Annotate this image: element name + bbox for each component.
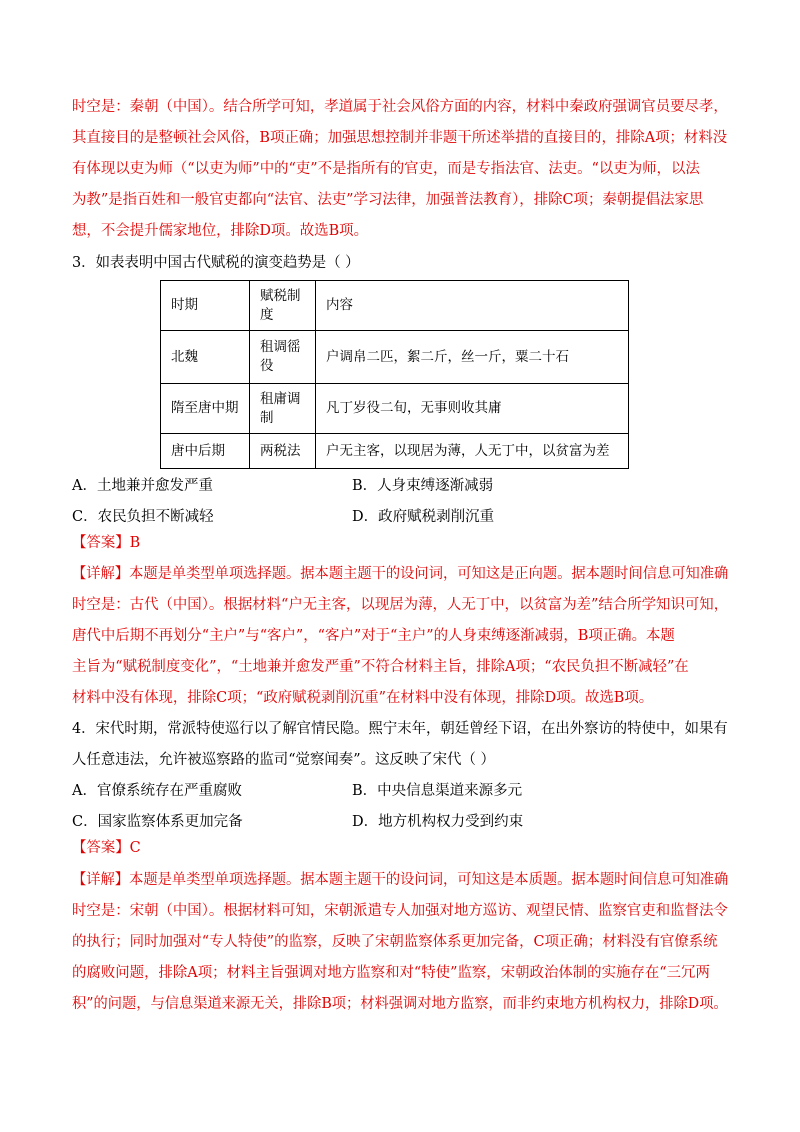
text-line: 为教”是指百姓和一般官吏都向“法官、法吏”学习法律，加强普法教育），排除C项；秦朝提倡法家思 (72, 192, 704, 208)
question-text: 3．如表表明中国古代赋税的演变趋势是（ ） (72, 255, 360, 271)
option-b: B．人身束缚逐渐减弱 (352, 478, 494, 494)
table-cell: 户无主客，以现居为薄，人无丁中，以贫富为差 (316, 434, 629, 469)
text-line: 的执行；同时加强对“专人特使”的监察，反映了宋朝监察体系更加完备，C项正确；材料没有官僚系统 (72, 934, 718, 950)
text-line: 【详解】本题是单类型单项选择题。据本题主题干的设问词，可知这是正向题。据本题时间信息可知准确 (72, 566, 729, 582)
text-line: 唐代中后期不再划分“主户”与“客户”，“客户”对于“主户”的人身束缚逐渐减弱，B项正确。本题 (72, 628, 675, 644)
text-line: 的腐败问题，排除A项；材料主旨强调对地方监察和对“特使”监察，宋朝政治体制的实施存在“三冗两 (72, 965, 710, 981)
q4-answer (72, 833, 732, 864)
table-row (161, 331, 629, 384)
table-row (161, 434, 629, 469)
table-cell: 户调帛二匹，絮二斤，丝一斤，粟二十石 (316, 331, 629, 384)
q3-table (160, 280, 629, 469)
table-cell: 凡丁岁役二旬，无事则收其庸 (316, 384, 629, 434)
q4-explanation (72, 865, 732, 1020)
option-c: C．农民负担不断减轻 (72, 509, 214, 525)
table-cell: 两税法 (250, 434, 316, 469)
text-line: 时空是：秦朝（中国）。结合所学可知，孝道属于社会风俗方面的内容，材料中秦政府强调官员要尽孝， (72, 99, 728, 115)
answer-label: 【答案】C (72, 840, 141, 856)
text-line: 时空是：古代（中国）。根据材料“户无主客，以现居为薄，人无丁中，以贫富为差”结合所学知识可知， (72, 597, 729, 613)
answer-label: 【答案】B (72, 535, 141, 551)
table-header-row (161, 281, 629, 331)
text-line: 想，不会提升儒家地位，排除D项。故选B项。 (72, 223, 368, 239)
table-cell: 租调徭役 (250, 331, 316, 384)
q3-stem (72, 248, 732, 279)
text-line: 有体现以吏为师（“以吏为师”中的“吏”不是指所有的官吏，而是专指法官、法吏。“以吏为师，以法 (72, 161, 700, 177)
option-a: A．官僚系统存在严重腐败 (72, 783, 242, 799)
option-a: A．土地兼并愈发严重 (72, 478, 213, 494)
table-header-cell: 赋税制度 (250, 281, 316, 331)
q3-explanation (72, 559, 732, 714)
question-text: 4．宋代时期，常派特使巡行以了解官情民隐。熙宁末年，朝廷曾经下诏，在出外察访的特使中，如果有 (72, 721, 728, 737)
text-line: 其直接目的是整顿社会风俗，B项正确；加强思想控制并非题干所述举措的直接目的，排除A项；材料没 (72, 130, 728, 146)
table-cell: 北魏 (161, 331, 250, 384)
text-line: 主旨为“赋税制度变化”，“土地兼并愈发严重”不符合材料主旨，排除A项；“农民负担不断减轻”在 (72, 659, 689, 675)
table-cell: 隋至唐中期 (161, 384, 250, 434)
q3-answer (72, 528, 732, 559)
text-line: 积”的问题，与信息渠道来源无关，排除B项；材料强调对地方监察，而非约束地方机构权力，排除D项。 (72, 996, 728, 1012)
table-header-cell: 时期 (161, 281, 250, 331)
table-cell: 租庸调制 (250, 384, 316, 434)
q4-stem (72, 714, 732, 776)
option-d: D．政府赋税剥削沉重 (352, 509, 495, 525)
text-line: 材料中没有体现，排除C项；“政府赋税剥削沉重”在材料中没有体现，排除D项。故选B项。 (72, 690, 654, 706)
table-header-cell: 内容 (316, 281, 629, 331)
question-text: 人任意违法，允许被巡察路的监司“觉察闻奏”。这反映了宋代（ ） (72, 752, 495, 768)
text-line: 【详解】本题是单类型单项选择题。据本题主题干的设问词，可知这是本质题。据本题时间信息可知准确 (72, 872, 729, 888)
option-b: B．中央信息渠道来源多元 (352, 783, 523, 799)
table-row (161, 384, 629, 434)
text-line: 时空是：宋朝（中国）。根据材料可知，宋朝派遣专人加强对地方巡访、观望民情、监察官吏和监督法令 (72, 903, 728, 919)
option-c: C．国家监察体系更加完备 (72, 814, 243, 830)
prev-explanation (72, 92, 732, 247)
option-d: D．地方机构权力受到约束 (352, 814, 524, 830)
table-cell: 唐中后期 (161, 434, 250, 469)
